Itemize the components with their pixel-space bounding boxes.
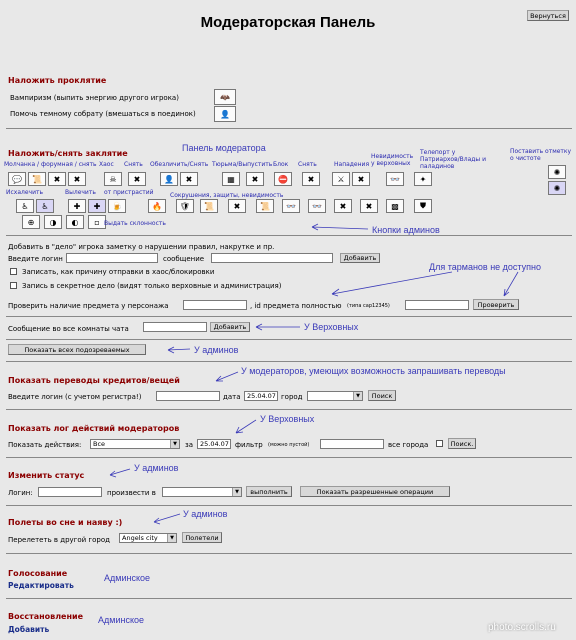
vampirism-label: Вампиризм (выпить энергию другого игрока) — [10, 94, 179, 102]
item-id-hint: (типа cap12345) — [347, 303, 390, 309]
alignment-remove-icon[interactable]: ▫ — [88, 215, 106, 229]
note-mod-panel: Панель модератора — [182, 143, 266, 153]
scroll-remove-icon[interactable]: ✖ — [228, 199, 246, 213]
modlog-search-button[interactable]: Поиск. — [448, 438, 476, 449]
message-label: сообщение — [163, 255, 205, 263]
arrow-admins-2 — [110, 469, 130, 477]
note-admin-buttons: Кнопки админов — [372, 225, 440, 235]
flight-label: Перелететь в другой город — [8, 536, 110, 544]
flight-fly-button[interactable]: Полетели — [182, 532, 222, 543]
note-admins-1: У админов — [194, 345, 239, 355]
cripple-icon[interactable]: ♿ — [16, 199, 34, 213]
label-block: Блок — [273, 161, 289, 168]
login-label: Введите логин — [8, 255, 63, 263]
label-alignment: Выдать склонность — [104, 220, 166, 227]
back-button[interactable]: Вернуться — [527, 10, 569, 21]
watermark: photo.scrolls.ru — [488, 622, 556, 633]
teleport-icon[interactable]: ✦ — [414, 172, 432, 186]
chaos-icon[interactable]: ☠ — [104, 172, 122, 186]
label-heal: Вылечить — [65, 189, 96, 196]
page-title: Модераторская Панель — [200, 14, 376, 31]
alignment-light-icon[interactable]: ⊕ — [22, 215, 40, 229]
status-allowed-button[interactable]: Показать разрешенные операции — [300, 486, 450, 497]
voting-heading: Голосование — [8, 569, 68, 578]
attack-icon[interactable]: ⚔ — [332, 172, 350, 186]
check-item-button[interactable]: Проверить — [473, 299, 519, 310]
transfers-login-label: Введите логин (с учетом регистра!) — [8, 393, 142, 401]
note-admins-3: У админов — [183, 509, 228, 519]
chevron-down-icon: ▼ — [170, 440, 179, 448]
shield-icon[interactable]: ⛊ — [414, 199, 432, 213]
arrow-mods-transfers — [216, 372, 238, 381]
arrow-check-button — [504, 272, 518, 296]
alignment-neutral-icon[interactable]: ◐ — [66, 215, 84, 229]
modlog-heading: Показать лог действий модераторов — [8, 424, 180, 433]
secret-record-label: Запись в секретное дело (видят только верховные и администрация) — [22, 282, 282, 290]
prison-icon[interactable]: ▦ — [222, 172, 240, 186]
modlog-date-input[interactable]: 25.04.07 — [197, 439, 231, 449]
modlog-filter-hint: (можно пустой) — [268, 442, 310, 448]
dark-help-icon[interactable]: 👤 — [214, 106, 236, 122]
arrow-supreme-2 — [236, 420, 256, 433]
chaos-reason-label: Записать, как причину отправки в хаос/блокировки — [22, 268, 215, 276]
hatch-icon[interactable]: ▩ — [386, 199, 404, 213]
item-id-label: , id предмета полностью — [250, 302, 342, 310]
glasses-red-icon[interactable]: 👓 — [308, 199, 326, 213]
person-remove-icon[interactable]: ✖ — [360, 199, 378, 213]
status-login-label: Логин: — [8, 489, 33, 497]
label-cripple: Исхалечить — [6, 189, 44, 196]
arrow-supreme-1 — [256, 324, 300, 330]
transfers-search-button[interactable]: Поиск — [368, 390, 396, 401]
forum-silence-icon[interactable]: 📜 — [28, 172, 46, 186]
status-heading: Изменить статус — [8, 471, 85, 480]
chaos-remove-icon[interactable]: ✖ — [128, 172, 146, 186]
cripple-hand-icon[interactable]: ♿ — [36, 199, 54, 213]
depersonalize-remove-icon[interactable]: ✖ — [180, 172, 198, 186]
label-attacks: Нападения — [334, 161, 370, 168]
note-supreme-2: У Верховных — [260, 414, 315, 424]
check-item-label: Проверить наличие предмета у персонажа — [8, 302, 169, 310]
transfers-date-label: дата — [223, 393, 241, 401]
arrow-admins-1 — [168, 347, 190, 353]
status-exec-button[interactable]: выполнить — [246, 486, 292, 497]
record-desc: Добавить в "дело" игрока заметку о нарушении правил, накрутке и пр. — [8, 243, 275, 251]
transfers-city-label: город — [281, 393, 303, 401]
chevron-down-icon: ▼ — [167, 534, 176, 542]
modlog-actions-label: Показать действия: — [8, 441, 82, 449]
modlog-filter-label: фильтр — [235, 441, 263, 449]
flight-city-value: Angels city — [122, 534, 158, 542]
label-clean-mark: Поставить отметку о чистоте — [510, 148, 572, 162]
modlog-all-cities-label: все города — [388, 441, 429, 449]
dark-help-label: Помочь темному собрату (вмешаться в поединок) — [10, 110, 196, 118]
note-admin-word-1: Админское — [104, 573, 150, 583]
label-remove: Снять — [124, 161, 143, 168]
clean-mark-remove-icon[interactable]: ✺ — [548, 181, 566, 195]
heal-full-icon[interactable]: ✚ — [88, 199, 106, 213]
label-addictions: от пристрастий — [104, 189, 154, 196]
label-prison: Тюрьма/Выпустить — [212, 161, 273, 168]
chevron-down-icon: ▼ — [232, 488, 241, 496]
spells-heading: Наложить/снять заклятие — [8, 149, 128, 158]
arrow-admins-3 — [154, 514, 180, 524]
chat-label: Сообщение во все комнаты чата — [8, 325, 129, 333]
curse-heading: Наложить проклятие — [8, 76, 107, 85]
label-invisibility: Невидимость у верховных — [371, 153, 414, 167]
label-chaos: Хаос — [99, 161, 114, 168]
transfers-date-input[interactable]: 25.04.07 — [244, 391, 278, 401]
flight-heading: Полеты во сне и наяву :) — [8, 518, 123, 527]
silence-icon[interactable]: 💬 — [8, 172, 26, 186]
arrow-no-tarmans — [332, 272, 452, 296]
restore-heading: Восстановление — [8, 612, 84, 621]
crush-icon[interactable]: 🔥 — [148, 199, 166, 213]
block-remove-icon[interactable]: ✖ — [302, 172, 320, 186]
label-teleport: Телепорт у Патриархов/Влады и паладинов — [420, 149, 486, 170]
clean-mark-icon[interactable]: ✺ — [548, 165, 566, 179]
note-supreme-1: У Верховных — [304, 322, 359, 332]
label-depersonalize: Обезличить/Снять — [150, 161, 209, 168]
voting-edit-link[interactable]: Редактировать — [8, 581, 74, 590]
note-no-tarmans: Для тарманов не доступно — [429, 262, 542, 272]
restore-add-link[interactable]: Добавить — [8, 625, 50, 634]
depersonalize-icon[interactable]: 👤 — [160, 172, 178, 186]
addiction-icon[interactable]: 🍺 — [108, 199, 126, 213]
invisibility-icon[interactable]: 👓 — [386, 172, 404, 186]
note-mods-transfers: У модераторов, умеющих возможность запрашивать переводы — [241, 366, 506, 376]
label-silence: Молчанка / форумная / снять — [4, 161, 97, 168]
chevron-down-icon: ▼ — [353, 392, 362, 400]
protection-icon[interactable]: 🛡 — [176, 199, 194, 213]
record-add-button[interactable]: Добавить — [340, 253, 380, 263]
glasses-icon[interactable]: 👓 — [282, 199, 300, 213]
status-promote-label: произвести в — [107, 489, 156, 497]
vampire-icon[interactable]: 🦇 — [214, 89, 236, 105]
alignment-dark-icon[interactable]: ◑ — [44, 215, 62, 229]
attack-remove-icon[interactable]: ✖ — [352, 172, 370, 186]
arrow-admin-buttons — [312, 224, 368, 230]
scroll-icon[interactable]: 📜 — [200, 199, 218, 213]
block-icon[interactable]: ⛔ — [274, 172, 292, 186]
show-suspects-button[interactable]: Показать всех подозреваемых — [8, 344, 146, 355]
note-admin-word-2: Админское — [98, 615, 144, 625]
silence-remove-icon[interactable]: ✖ — [48, 172, 66, 186]
silence-cancel-icon[interactable]: ✖ — [68, 172, 86, 186]
chat-add-button[interactable]: Добавить — [210, 322, 250, 332]
modlog-actions-value: Все — [93, 440, 106, 448]
scroll-invis-icon[interactable]: 📜 — [256, 199, 274, 213]
modlog-for-label: за — [185, 441, 194, 449]
prison-release-icon[interactable]: ✖ — [246, 172, 264, 186]
glasses-remove-icon[interactable]: ✖ — [334, 199, 352, 213]
heal-icon[interactable]: ✚ — [68, 199, 86, 213]
transfers-heading: Показать переводы кредитов/вещей — [8, 376, 180, 385]
label-remove2: Снять — [298, 161, 317, 168]
label-crush: Сокрушения, защиты, невидимость — [170, 192, 284, 199]
note-admins-2: У админов — [134, 463, 179, 473]
